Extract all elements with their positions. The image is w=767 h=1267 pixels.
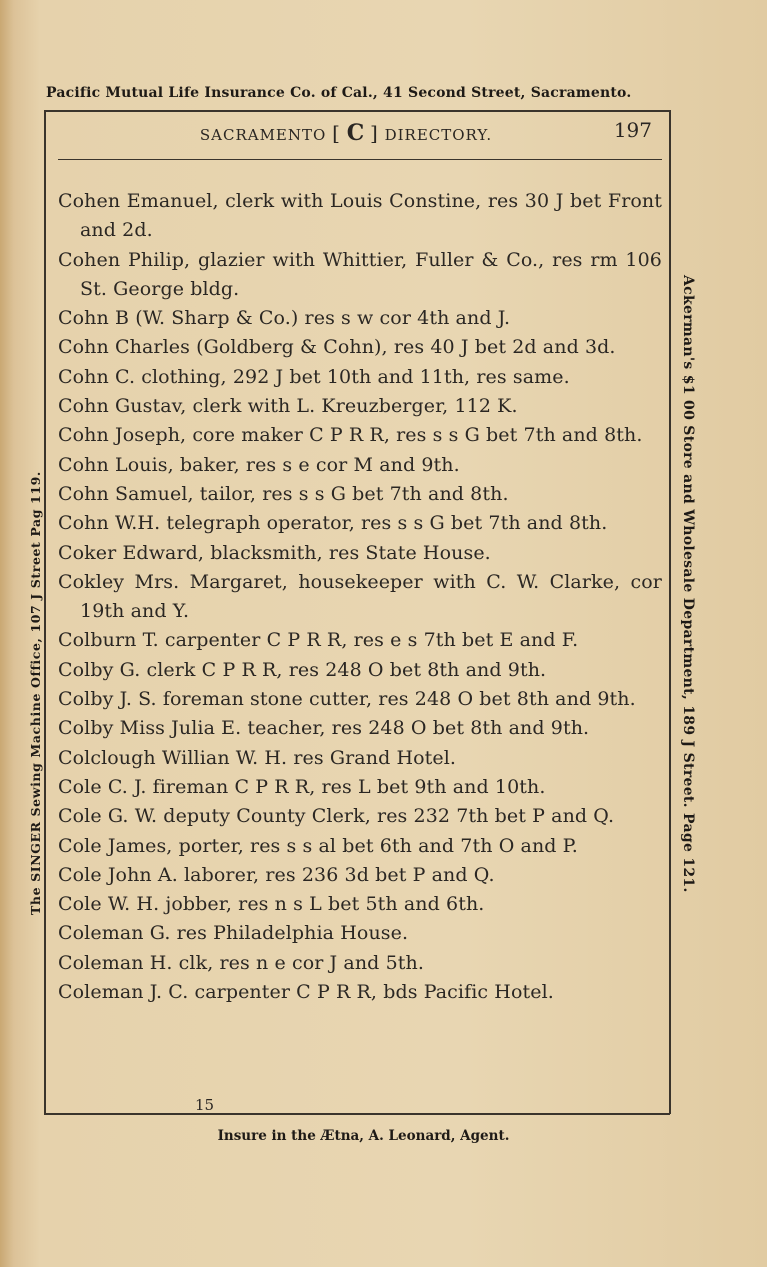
directory-entry: Cohn Charles (Goldberg & Cohn), res 40 J bet 2d and 3d. [58, 336, 616, 359]
city-name: SACRAMENTO [199, 126, 327, 144]
directory-entry: Cole C. J. fireman C P R R, res L bet 9th and 10th. [58, 775, 546, 798]
directory-entry: Cohn B (W. Sharp & Co.) res s w cor 4th and J. [58, 307, 511, 330]
header-rule [58, 159, 662, 160]
directory-entry: Coleman G. res Philadelphia House. [58, 922, 409, 945]
directory-entry: Colby Miss Julia E. teacher, res 248 O bet 8th and 9th. [58, 717, 590, 740]
directory-entry: Colclough Willian W. H. res Grand Hotel. [58, 746, 457, 769]
directory-entry: Cole G. W. deputy County Clerk, res 232 7th bet P and Q. [58, 805, 615, 828]
page-number: 197 [613, 118, 652, 142]
directory-entry: Coleman J. C. carpenter C P R R, bds Pacific Hotel. [58, 981, 554, 1004]
right-side-advertisement: Ackerman's $1 00 Store and Wholesale Department, 189 J Street. Page 121. [680, 275, 696, 893]
left-side-advertisement: The SINGER Sewing Machine Office, 107 J Street Pag 119. [28, 471, 43, 915]
left-border-rule [44, 110, 46, 1114]
directory-entry: Cohn C. clothing, 292 J bet 10th and 11th, res same. [58, 365, 570, 388]
directory-entry: Cohn Samuel, tailor, res s s G bet 7th and 8th. [58, 482, 509, 505]
signature-mark: 15 [195, 1096, 215, 1114]
directory-entry: Colby G. clerk C P R R, res 248 O bet 8th and 9th. [58, 658, 547, 681]
bottom-border-rule [44, 1113, 670, 1115]
directory-entries [58, 187, 662, 1007]
top-border-rule [44, 110, 670, 112]
directory-entry: Cohn W.H. telegraph operator, res s s G bet 7th and 8th. [58, 512, 608, 535]
bottom-advertisement: Insure in the Ætna, A. Leonard, Agent. [217, 1128, 510, 1144]
directory-entry: Cohn Gustav, clerk with L. Kreuzberger, 112 K. [58, 395, 518, 418]
directory-entry: Cohen Emanuel, clerk with Louis Constine, res 30 J bet Front and 2d. [58, 190, 662, 242]
directory-entry: Cohn Joseph, core maker C P R R, res s s G bet 7th and 8th. [58, 424, 643, 447]
directory-entry: Colburn T. carpenter C P R R, res e s 7th bet E and F. [58, 629, 579, 652]
directory-entry: Cole John A. laborer, res 236 3d bet P and Q. [58, 863, 495, 886]
top-advertisement: Pacific Mutual Life Insurance Co. of Cal., 41 Second Street, Sacramento. [46, 85, 632, 101]
directory-entry: Colby J. S. foreman stone cutter, res 248 O bet 8th and 9th. [58, 688, 636, 711]
directory-entry: Cole James, porter, res s s al bet 6th and 7th O and P. [58, 834, 578, 857]
directory-entry: Coleman H. clk, res n e cor J and 5th. [58, 951, 424, 974]
running-head [46, 120, 646, 146]
right-border-rule [669, 110, 671, 1114]
directory-entry: Cohn Louis, baker, res s e cor M and 9th. [58, 453, 460, 476]
section-title: DIRECTORY. [384, 126, 493, 144]
directory-entry: Cole W. H. jobber, res n s L bet 5th and 6th. [58, 893, 485, 916]
bracket-open: [ [332, 121, 341, 145]
directory-entry: Coker Edward, blacksmith, res State House. [58, 541, 491, 564]
running-header [46, 114, 670, 154]
bracket-close: ] [369, 121, 379, 145]
section-letter: C [346, 120, 365, 146]
directory-entry: Cohen Philip, glazier with Whittier, Fuller & Co., res rm 106 St. George bldg. [58, 248, 662, 300]
directory-entry: Cokley Mrs. Margaret, housekeeper with C. W. Clarke, cor 19th and Y. [58, 570, 662, 623]
